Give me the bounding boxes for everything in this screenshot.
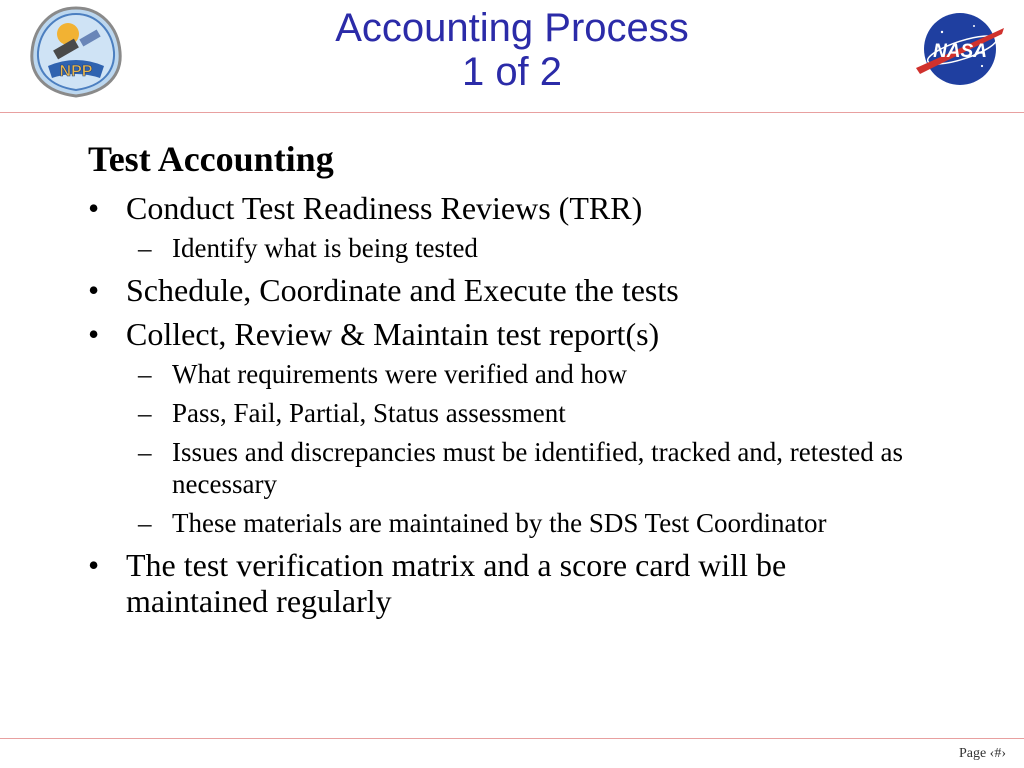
- npp-patch-icon: [26, 4, 126, 100]
- sub-bullet-text: These materials are maintained by the SDS Test Coordinator: [172, 508, 827, 538]
- dash-marker: –: [138, 233, 152, 263]
- sub-bullet-text: Pass, Fail, Partial, Status assessment: [172, 398, 566, 428]
- bullet-text: Schedule, Coordinate and Execute the tests: [126, 272, 679, 308]
- bullet-marker: •: [88, 190, 100, 226]
- dash-marker: –: [138, 437, 152, 467]
- npp-logo-text: NPP: [59, 63, 93, 80]
- dash-marker: –: [138, 359, 152, 389]
- header-divider: [0, 112, 1024, 113]
- sub-bullet-item: [88, 507, 918, 539]
- bullet-text: The test verification matrix and a score card will be maintained regularly: [126, 547, 787, 619]
- title-line-2: 1 of 2: [461, 50, 563, 94]
- bullet-item: [88, 547, 918, 619]
- nasa-logo-text: NASA: [933, 41, 987, 62]
- slide-body: [88, 136, 918, 625]
- section-heading: Test Accounting: [88, 139, 334, 179]
- sub-bullet-item: [88, 436, 918, 500]
- bullet-marker: •: [88, 316, 100, 352]
- sub-bullet-text: Identify what is being tested: [172, 233, 478, 263]
- sub-bullet-item: [88, 358, 918, 390]
- footer-divider: [0, 738, 1024, 739]
- sub-bullet-text: What requirements were verified and how: [172, 359, 628, 389]
- dash-marker: –: [138, 508, 152, 538]
- sub-bullet-text: Issues and discrepancies must be identified, tracked and, retested as necessary: [172, 437, 903, 499]
- sub-bullet-item: [88, 232, 918, 264]
- nasa-logo: [912, 6, 1008, 92]
- bullet-text: Collect, Review & Maintain test report(s): [126, 316, 660, 352]
- nasa-meatball-icon: [912, 6, 1008, 92]
- slide-title: [212, 6, 812, 94]
- page-number: Page ‹#›: [958, 746, 1006, 761]
- title-line-1: Accounting Process: [335, 6, 689, 50]
- dash-marker: –: [138, 398, 152, 428]
- bullet-text: Conduct Test Readiness Reviews (TRR): [126, 190, 643, 226]
- sub-bullet-item: [88, 397, 918, 429]
- bullet-item: [88, 190, 918, 226]
- bullet-item: [88, 316, 918, 352]
- bullet-marker: •: [88, 272, 100, 308]
- bullet-item: [88, 272, 918, 308]
- npp-logo: [26, 4, 126, 100]
- bullet-marker: •: [88, 547, 100, 583]
